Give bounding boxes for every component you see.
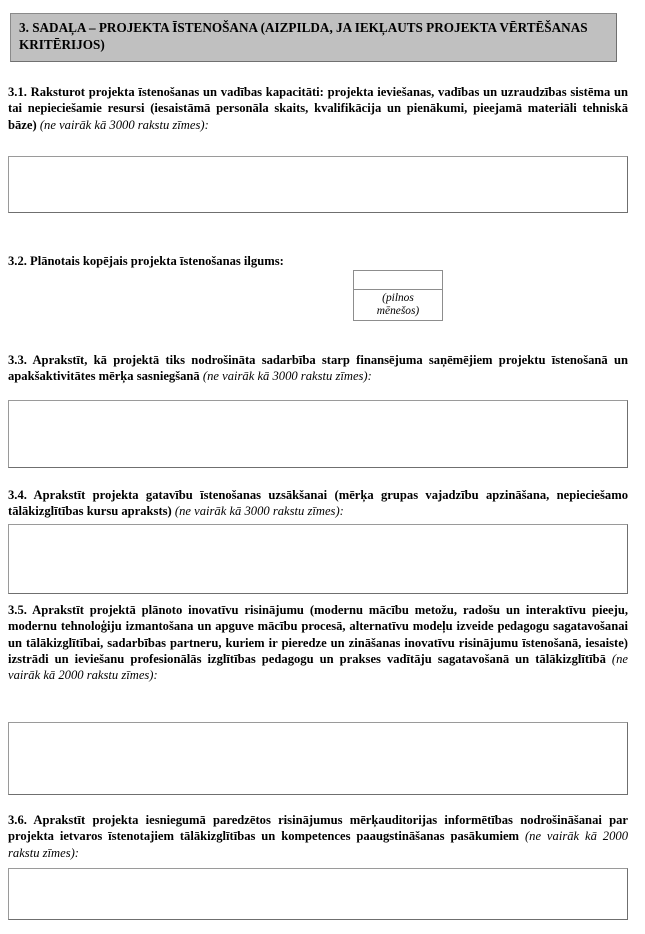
question-3-6-prompt: 3.6. Aprakstīt projekta iesniegumā paredzētos risinājumus mērķauditorijas informētības nodrošināšanai par projekta ietvaros īstenotajiem tālākizglītības un kompetences paaugstināšanas pasākumiem bbox=[8, 813, 628, 844]
question-3-2-prompt: 3.2. Plānotais kopējais projekta īstenošanas ilgums: bbox=[8, 254, 284, 268]
question-3-1-prompt: 3.1. Raksturot projekta īstenošanas un vadības kapacitāti: projekta ieviešanas, vadības un uzraudzības sistēma un tai nepieciešamie resursi (iesaistāmā personāla skaits, kvalifikācija un pienākumi, pieejamā materiāli tehniskā bāze) bbox=[8, 85, 628, 132]
duration-unit-label-line1: (pilnos bbox=[382, 291, 414, 304]
duration-unit-label bbox=[354, 290, 442, 320]
question-3-6-label bbox=[8, 812, 628, 861]
question-3-1-limit-note: (ne vairāk kā 3000 rakstu zīmes): bbox=[39, 117, 209, 132]
question-3-6-limit-note: (ne vairāk kā 2000 rakstu zīmes): bbox=[8, 829, 628, 860]
question-3-5-limit-note: (ne vairāk kā 2000 rakstu zīmes): bbox=[8, 652, 628, 683]
answer-box-3-4[interactable] bbox=[8, 524, 628, 594]
answer-box-3-1[interactable] bbox=[8, 156, 628, 213]
question-3-3-limit-note: (ne vairāk kā 3000 rakstu zīmes): bbox=[202, 369, 372, 384]
question-3-4-prompt: 3.4. Aprakstīt projekta gatavību īstenošanas uzsākšanai (mērķa grupas vajadzību apzināšana, nepieciešamo tālākizglītības kursu apraksts) bbox=[8, 488, 628, 519]
duration-unit-label-line2: mēnešos) bbox=[376, 305, 420, 317]
question-3-1-label bbox=[8, 84, 628, 133]
answer-box-3-3[interactable] bbox=[8, 400, 628, 468]
question-3-2-label bbox=[8, 253, 338, 269]
answer-box-3-2-duration[interactable] bbox=[354, 271, 442, 290]
answer-box-3-5[interactable] bbox=[8, 722, 628, 795]
section-header bbox=[10, 13, 617, 62]
question-3-3-label bbox=[8, 352, 628, 385]
answer-box-3-6[interactable] bbox=[8, 868, 628, 920]
question-3-3-prompt: 3.3. Aprakstīt, kā projektā tiks nodrošināta sadarbība starp finansējuma saņēmējiem projektu īstenošanā un apakšaktivitātes mērķa sasniegšanā bbox=[8, 353, 628, 384]
question-3-4-label bbox=[8, 487, 628, 520]
question-3-5-label bbox=[8, 602, 628, 684]
section-header-text: 3. SADAĻA – PROJEKTA ĪSTENOŠANA (AIZPILDA, JA IEKĻAUTS PROJEKTA VĒRTĒŠANAS KRITĒRIJOS) bbox=[19, 20, 588, 52]
question-3-5-prompt: 3.5. Aprakstīt projektā plānoto inovatīvu risinājumu (modernu mācību metožu, radošu un interaktīvu pieeju, modernu tehnoloģiju izmantošana un apguve mācību procesā, alternatīvu modeļu izveide pedagogu sagatavošanai un tālākizglītībai, sadarbības partneru, kuriem ir pieredze un zināšanas inovatīvu risinājumu īstenošanā, iesaiste) izstrādi un ieviešanu profesionālās izglītības pedagogu un prakses vadītāju sagatavošanā un tālākizglītībā bbox=[8, 603, 628, 667]
duration-table-3-2 bbox=[353, 270, 443, 321]
question-3-4-limit-note: (ne vairāk kā 3000 rakstu zīmes): bbox=[174, 504, 344, 519]
